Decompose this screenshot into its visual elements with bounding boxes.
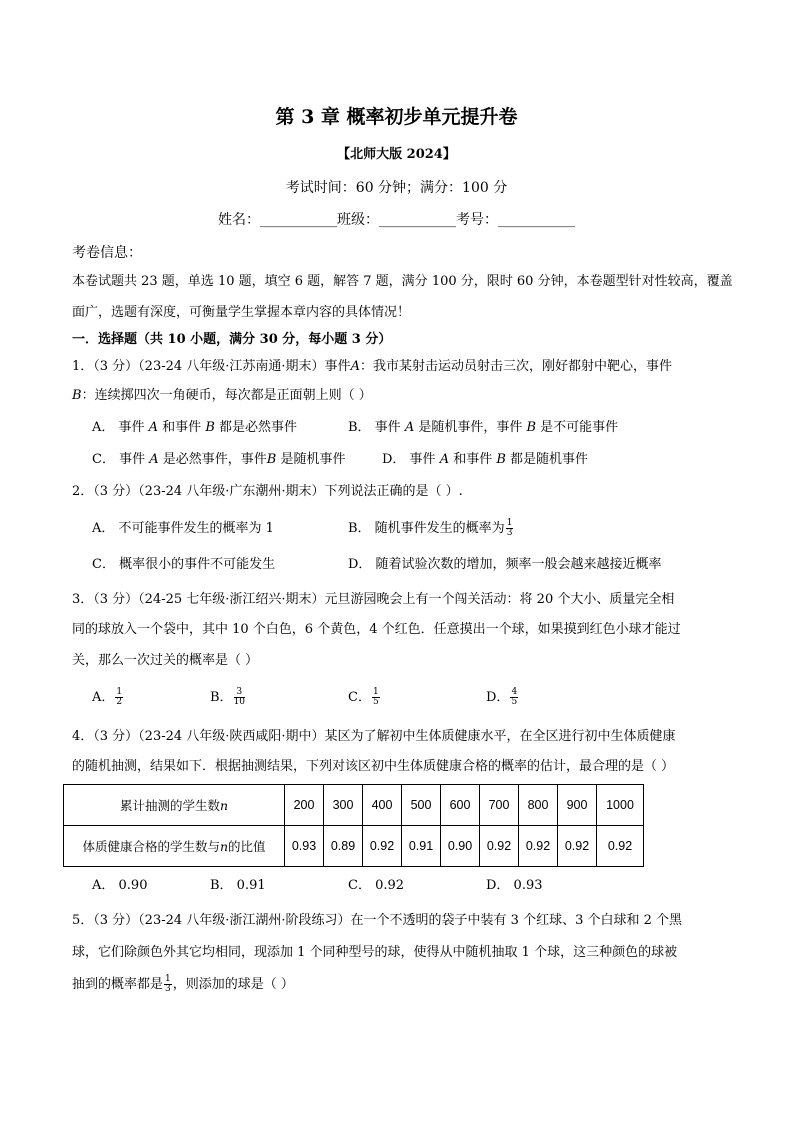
table-cell: 0.93: [285, 826, 324, 867]
q3-option-a[interactable]: A． $\frac{1}{2}$: [92, 687, 123, 707]
q4-option-c[interactable]: C． 0.92: [348, 878, 405, 893]
table-cell: 200: [285, 785, 324, 826]
q1-option-a[interactable]: A． 事件 A 和事件 B 都是必然事件: [92, 420, 298, 435]
q3-option-c[interactable]: C． $\frac{1}{5}$: [348, 687, 379, 707]
question-3-line-1: 3．（3 分）（24-25 七年级·浙江绍兴·期末）元旦游园晚会上有一个闯关活动：将 20 个大小、质量完全相: [72, 592, 675, 607]
q3-option-d[interactable]: D． $\frac{4}{5}$: [486, 687, 518, 707]
question-3-line-2: 同的球放入一个袋中，其中 10 个白色，6 个黄色，4 个红色．任意摸出一个球，如果摸到红色小球才能过: [72, 622, 681, 637]
table-cell: 600: [441, 785, 480, 826]
q1-option-b[interactable]: B． 事件 A 是随机事件，事件 B 是不可能事件: [348, 420, 619, 435]
q1-option-c[interactable]: C． 事件 A 是必然事件，事件B 是随机事件: [92, 452, 346, 467]
table-cell: 0.90: [441, 826, 480, 867]
q4-option-b[interactable]: B． 0.91: [210, 878, 266, 893]
question-4-line-1: 4．（3 分）（23-24 八年级·陕西咸阳·期中）某区为了解初中生体质健康水平，在全区进行初中生体质健康: [72, 729, 676, 744]
table-cell: 0.91: [402, 826, 441, 867]
table-cell: 0.92: [597, 826, 644, 867]
table-cell: 500: [402, 785, 441, 826]
question-4-line-2: 的随机抽测，结果如下．根据抽测结果，下列对该区初中生体质健康合格的概率的估计，最合理的是（ ）: [72, 759, 675, 774]
q2-option-c[interactable]: C． 概率很小的事件不可能发生: [92, 557, 276, 572]
table-cell: 700: [480, 785, 519, 826]
exam-time: 考试时间：60 分钟；满分：100 分: [285, 180, 508, 196]
table-cell: 0.92: [519, 826, 558, 867]
page-title: 第 3 章 概率初步单元提升卷: [275, 106, 518, 128]
table-cell: 0.89: [324, 826, 363, 867]
table-cell: 0.92: [363, 826, 402, 867]
fraction: $\frac{1}{3}$: [506, 518, 513, 538]
question-5-line-2: 球，它们除颜色外其它均相同，现添加 1 个同种型号的球，使得从中随机抽取 1 个球，这三种颜色的球被: [72, 945, 678, 960]
q4-option-a[interactable]: A． 0.90: [92, 878, 148, 893]
student-info-line: 姓名：___________班级：___________考号：___________: [218, 212, 575, 228]
table-header-cell: 累计抽测的学生数n: [64, 785, 285, 826]
q3-option-b[interactable]: B． $\frac{3}{10}$: [210, 687, 246, 707]
question-1-line-1: 1．（3 分）（23-24 八年级·江苏南通·期末）事件A：我市某射击运动员射击三次，刚好都射中靶心，事件: [72, 359, 672, 374]
q2-option-b[interactable]: B． 随机事件发生的概率为 $\frac{1}{3}$: [348, 518, 513, 538]
data-table: [63, 784, 644, 867]
question-3-line-3: 关，那么一次过关的概率是（ ）: [72, 653, 259, 668]
q1-option-d[interactable]: D． 事件 A 和事件 B 都是随机事件: [382, 452, 589, 467]
q2-option-a[interactable]: A． 不可能事件发生的概率为 1: [92, 521, 274, 536]
table-cell: 400: [363, 785, 402, 826]
question-1-line-2: B：连续掷四次一角硬币，每次都是正面朝上则（ ）: [72, 388, 372, 403]
table-header-cell: 体质健康合格的学生数与n的比值: [64, 826, 285, 867]
table-row: [64, 785, 644, 826]
question-5-line-3: 抽到的概率都是 $\frac{1}{3}$ ，则添加的球是（ ）: [72, 974, 294, 994]
table-cell: 0.92: [558, 826, 597, 867]
info-line-1: 本卷试题共 23 题，单选 10 题，填空 6 题，解答 7 题，满分 100 分，限时 60 分钟，本卷题型针对性较高，覆盖: [72, 274, 733, 289]
edition-label: 【北师大版 2024】: [337, 147, 456, 162]
table-cell: 900: [558, 785, 597, 826]
table-cell: 800: [519, 785, 558, 826]
table-row: [64, 826, 644, 867]
info-line-2: 面广，选题有深度，可衡量学生掌握本章内容的具体情况！: [72, 305, 411, 320]
info-label: 考卷信息：: [72, 245, 142, 261]
table-cell: 1000: [597, 785, 644, 826]
q2-option-d[interactable]: D． 随着试验次数的增加，频率一般会越来越接近概率: [348, 557, 662, 572]
q4-option-d[interactable]: D． 0.93: [486, 878, 543, 893]
section-heading: 一．选择题（共 10 小题，满分 30 分，每小题 3 分）: [72, 332, 392, 347]
question-5-line-1: 5．（3 分）（23-24 八年级·浙江湖州·阶段练习）在一个不透明的袋子中装有 3 个红球、3 个白球和 2 个黑: [72, 913, 683, 928]
table-cell: 300: [324, 785, 363, 826]
table-cell: 0.92: [480, 826, 519, 867]
question-2-stem: 2．（3 分）（23-24 八年级·广东潮州·期末）下列说法正确的是（ ）.: [72, 484, 463, 499]
